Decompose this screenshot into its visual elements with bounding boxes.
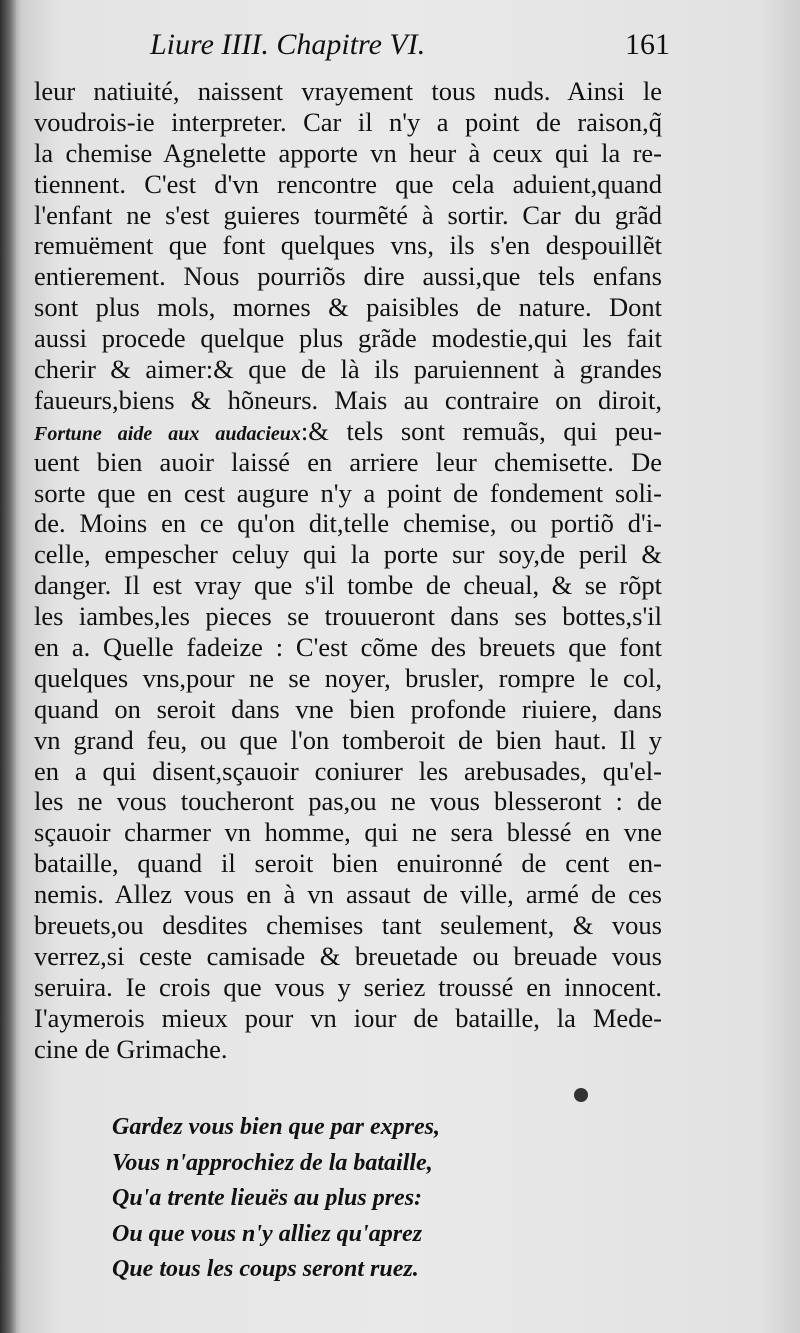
text-line: sçauoir charmer vn homme, qui ne sera blessé en vne	[34, 817, 662, 848]
text-line: les iambes,les pieces se trouueront dans ses bottes,s'il	[34, 601, 662, 632]
page-gutter	[0, 0, 16, 1333]
text-line: faueurs,biens & hõneurs. Mais au contraire on diroit,	[34, 384, 662, 415]
verse-line: Ou que vous n'y alliez qu'aprez	[112, 1220, 423, 1247]
text-line: en a qui disent,sçauoir coniurer les arebusades, qu'el-	[34, 755, 662, 786]
verse-line: Qu'a trente lieuës au plus pres:	[112, 1185, 423, 1211]
text-line: voudrois-ie interpreter. Car il n'y a point de raison,q̃	[34, 106, 662, 137]
italic-phrase: Fortune aide aux audacieux	[34, 422, 301, 445]
text-line: sont plus mols, mornes & paisibles de nature. Dont	[34, 292, 662, 323]
text-line: entierement. Nous pourriõs dire aussi,que tels enfans	[34, 261, 662, 292]
text-line: la chemise Agnelette apporte vn heur à ceux qui la re-	[34, 137, 662, 168]
text-line: verrez,si ceste camisade & breuetade ou breuade vous	[34, 940, 662, 971]
text-line: bataille, quand il seroit bien enuironné de cent en-	[34, 848, 662, 879]
text-line: remuëment que font quelques vns, ils s'en despouillẽt	[34, 230, 662, 261]
verse-line: Que tous les coups seront ruez.	[112, 1256, 419, 1282]
text-line: nemis. Allez vous en à vn assaut de ville, armé de ces	[34, 879, 662, 910]
page-header	[150, 28, 670, 68]
text-line: tiennent. C'est d'vn rencontre que cela aduient,quand	[34, 168, 662, 199]
running-title: Liure IIII. Chapitre VI.	[150, 28, 426, 61]
verse-line: Gardez vous bien que par expres,	[112, 1114, 440, 1140]
text-line	[34, 416, 662, 447]
text-line: les ne vous toucheront pas,ou ne vous blesseront : de	[34, 786, 662, 817]
text-line: danger. Il est vray que s'il tombe de cheual, & se rõpt	[34, 570, 662, 601]
text-line: celle, empescher celuy qui la porte sur soy,de peril &	[34, 539, 662, 570]
text-line: de. Moins en ce qu'on dit,telle chemise, ou portiõ d'i-	[34, 508, 662, 539]
text-line: aussi procede quelque plus grãde modestie,qui les fait	[34, 323, 662, 354]
text-line: cherir & aimer:& que de là ils paruiennent à grandes	[34, 354, 662, 385]
ornament-icon	[574, 1088, 588, 1102]
verse-line: Vous n'approchiez de la bataille,	[112, 1149, 433, 1176]
text-line: quand on seroit dans vne bien profonde riuiere, dans	[34, 693, 662, 724]
text-line: en a. Quelle fadeize : C'est cõme des breuets que font	[34, 632, 662, 663]
text-line: l'enfant ne s'est guieres tourmẽté à sortir. Car du grãd	[34, 199, 662, 230]
text-line-rest: :& tels sont remuãs, qui peu-	[300, 415, 662, 446]
body-text	[34, 76, 662, 1065]
text-line: uent bien auoir laissé en arriere leur chemisette. De	[34, 446, 662, 477]
text-line: quelques vns,pour ne se noyer, brusler, rompre le col,	[34, 662, 662, 693]
text-line: vn grand feu, ou que l'on tomberoit de bien haut. Il y	[34, 724, 662, 755]
text-line: breuets,ou desdites chemises tant seulement, & vous	[34, 910, 662, 941]
text-line: I'aymerois mieux pour vn iour de bataille, la Mede-	[34, 1002, 662, 1033]
verse-block	[112, 1110, 532, 1288]
page-number: 161	[625, 28, 670, 61]
text-line: seruira. Ie crois que vous y seriez troussé en innocent.	[34, 971, 662, 1002]
text-line: sorte que en cest augure n'y a point de fondement soli-	[34, 477, 662, 508]
text-line: cine de Grimache.	[34, 1033, 228, 1064]
text-line: leur natiuité, naissent vrayement tous nuds. Ainsi le	[34, 76, 662, 106]
